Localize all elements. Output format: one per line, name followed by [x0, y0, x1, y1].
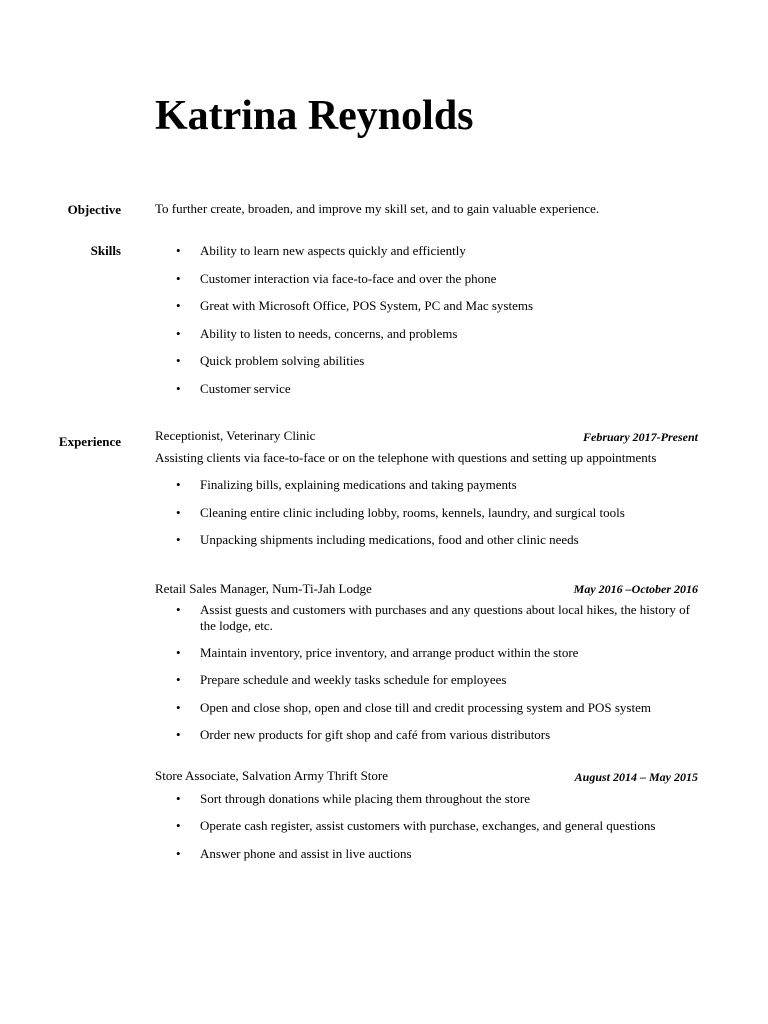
bullet: •: [176, 672, 181, 687]
job-duty: Open and close shop, open and close till and credit processing system and POS system: [200, 700, 651, 715]
skill-item: Ability to listen to needs, concerns, and problems: [200, 326, 458, 341]
job-duty: Assist guests and customers with purchases and any questions about local hikes, the history of the lodge, etc.: [200, 602, 690, 633]
job-duty: Prepare schedule and weekly tasks schedule for employees: [200, 672, 507, 687]
job-title: Retail Sales Manager, Num-Ti-Jah Lodge: [155, 581, 372, 596]
bullet: •: [176, 381, 181, 396]
bullet: •: [176, 532, 181, 547]
skill-item: Ability to learn new aspects quickly and efficiently: [200, 243, 466, 258]
job-duty: Maintain inventory, price inventory, and arrange product within the store: [200, 645, 579, 660]
bullet: •: [176, 243, 181, 258]
bullet: •: [176, 727, 181, 742]
experience-label: Experience: [58, 434, 121, 449]
job-title: Store Associate, Salvation Army Thrift Store: [155, 768, 389, 783]
skill-item: Customer interaction via face-to-face and over the phone: [200, 271, 497, 286]
job-duty: Unpacking shipments including medications, food and other clinic needs: [200, 532, 579, 547]
bullet: •: [176, 791, 181, 806]
bullet: •: [176, 846, 181, 861]
bullet: •: [176, 271, 181, 286]
job-dates: August 2014 – May 2015: [574, 770, 698, 784]
objective-label: Objective: [67, 202, 121, 217]
job-dates: May 2016 –October 2016: [573, 582, 698, 596]
bullet: •: [176, 505, 181, 520]
job-duty: Cleaning entire clinic including lobby, rooms, kennels, laundry, and surgical tools: [200, 505, 625, 520]
resume-name: Katrina Reynolds: [155, 93, 474, 139]
bullet: •: [176, 645, 181, 660]
job-duty: Operate cash register, assist customers with purchase, exchanges, and general questions: [200, 818, 656, 833]
skill-item: Customer service: [200, 381, 291, 396]
bullet: •: [176, 818, 181, 833]
job-duty: Sort through donations while placing them throughout the store: [200, 791, 531, 806]
bullet: •: [176, 353, 181, 368]
job-dates: February 2017-Present: [583, 430, 698, 444]
objective-text: To further create, broaden, and improve my skill set, and to gain valuable experience.: [155, 201, 600, 216]
job-duty: Answer phone and assist in live auctions: [200, 846, 412, 861]
skills-label: Skills: [90, 243, 121, 258]
bullet: •: [176, 700, 181, 715]
bullet: •: [176, 298, 181, 313]
job-title: Receptionist, Veterinary Clinic: [155, 428, 316, 443]
skill-item: Quick problem solving abilities: [200, 353, 365, 368]
job-duty: Order new products for gift shop and café from various distributors: [200, 727, 551, 742]
bullet: •: [176, 477, 181, 492]
skill-item: Great with Microsoft Office, POS System, PC and Mac systems: [200, 298, 534, 313]
job-duty: Finalizing bills, explaining medications and taking payments: [200, 477, 517, 492]
bullet: •: [176, 326, 181, 341]
bullet: •: [176, 602, 181, 617]
job-summary: Assisting clients via face-to-face or on the telephone with questions and setting up appointments: [155, 450, 657, 465]
